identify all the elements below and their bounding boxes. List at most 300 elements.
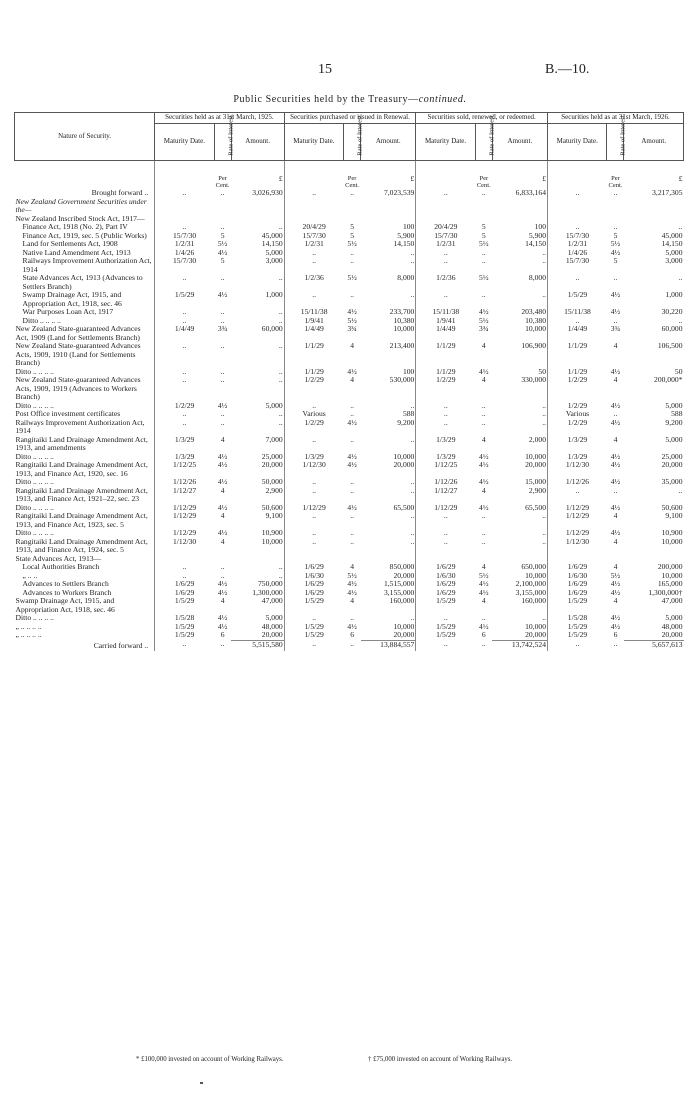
rate-cell: 5 (220, 256, 225, 266)
rate-cell: 4 (613, 536, 618, 546)
rate-cell: 4 (220, 511, 225, 521)
maturity-cell: 1/6/29 (284, 580, 343, 589)
amount-cell: .. (410, 613, 415, 623)
rate-cell: 4 (220, 434, 225, 444)
rate-header-text: Rate of Interest. (226, 113, 234, 156)
securities-table (14, 112, 684, 651)
rate-cell: 4 (481, 434, 486, 444)
maturity-cell: 1/12/29 (548, 512, 607, 529)
table-body (15, 160, 684, 640)
maturity-cell: 1/3/29 (416, 453, 475, 462)
rate-cell: 4½ (217, 587, 228, 597)
rate-cell: 4 (613, 562, 618, 572)
amount-cell: .. (410, 511, 415, 521)
security-name: „ .. .. (22, 570, 38, 580)
amount-cell: 10,000 (661, 570, 683, 580)
rate-header-text: Rate of Interest. (619, 113, 627, 156)
table-row (15, 436, 684, 453)
maturity-cell: .. (284, 487, 343, 504)
maturity-cell: 1/1/29 (416, 368, 475, 377)
percent-unit: Per Cent. (476, 174, 491, 190)
amount-cell: 45,000 (661, 230, 683, 240)
security-name: Finance Act, 1918 (No. 2), Part IV (22, 222, 128, 232)
amount-cell: .. (678, 222, 683, 232)
amount-cell: 5,000 (265, 613, 283, 623)
amount-cell: 14,150 (261, 239, 283, 249)
rate-cell: 3¾ (610, 324, 621, 334)
maturity-cell: .. (155, 223, 214, 232)
pound-unit: £ (678, 173, 683, 183)
rate-cell: 3¾ (347, 324, 357, 334)
maturity-cell: 1/5/29 (155, 623, 214, 632)
brought-forward-amount: 6,833,164 (515, 188, 547, 198)
rate-cell: 4 (220, 485, 225, 495)
amount-cell: 10,000 (393, 621, 415, 631)
maturity-header: Maturity Date. (548, 123, 607, 160)
maturity-cell: .. (416, 614, 475, 623)
amount-cell: 48,000 (261, 621, 283, 631)
maturity-cell: 1/2/31 (416, 240, 475, 249)
maturity-cell: 1/3/29 (548, 436, 607, 453)
maturity-cell: 1/3/29 (284, 453, 343, 462)
security-name: Ditto .. .. .. .. (15, 502, 54, 512)
amount-cell: 1,515,000 (383, 579, 415, 589)
rate-cell: 4½ (479, 587, 489, 597)
amount-cell: 100 (402, 222, 415, 232)
rate-cell: 6 (613, 630, 618, 640)
carried-forward-row: Carried forward .. .. .. 5,515,580 .. .. 13,884,557 .. .. 13,742,524 .. .. 5,657,613 (15, 640, 684, 651)
rate-cell: 5½ (479, 570, 489, 580)
amount-cell: 9,200 (665, 417, 683, 427)
rate-cell: .. (613, 222, 618, 232)
maturity-cell: 1/5/29 (155, 631, 214, 640)
rate-cell: 6 (481, 630, 486, 640)
maturity-cell: .. (155, 342, 214, 368)
rate-cell: .. (613, 485, 618, 495)
amount-cell: .. (542, 417, 547, 427)
rate-cell: .. (350, 511, 355, 521)
amount-cell (231, 215, 284, 224)
security-name: Finance Act, 1919, sec. 5 (Public Works) (22, 230, 147, 240)
amount-cell: 8,000 (528, 273, 547, 283)
maturity-cell: .. (155, 563, 214, 572)
page-header (0, 62, 700, 82)
rate-header (475, 113, 496, 160)
rate-cell: 4½ (610, 502, 621, 512)
maturity-cell: 1/6/30 (548, 572, 607, 581)
rate-cell: 4½ (610, 528, 621, 538)
table-row (15, 512, 684, 529)
maturity-cell: 15/7/30 (548, 257, 607, 274)
amount-cell: 200,000* (654, 375, 683, 385)
rate-cell: 6 (350, 630, 355, 640)
rate-header-text: Rate of Interest. (488, 113, 496, 156)
rate-cell: 4½ (610, 247, 621, 257)
amount-cell: .. (542, 613, 547, 623)
rate-cell: 5 (350, 230, 355, 240)
rate-cell: 4 (613, 375, 618, 385)
rate-cell: 4½ (347, 366, 357, 376)
group-header: Securities held as at 31st March, 1926. (548, 113, 684, 124)
amount-cell: .. (278, 562, 283, 572)
maturity-cell: 1/5/29 (416, 597, 475, 614)
rate-cell: 4½ (347, 502, 357, 512)
pound-unit: £ (410, 173, 415, 183)
amount-cell: .. (278, 341, 283, 351)
rate-cell: 5½ (217, 239, 228, 249)
amount-cell: .. (678, 315, 683, 325)
rate-cell: 5 (481, 230, 486, 240)
amount-cell: 1,000 (265, 290, 283, 300)
amount-cell: 9,200 (397, 417, 415, 427)
amount-cell: 30,220 (661, 307, 683, 317)
security-name: New Zealand Inscribed Stock Act, 1917— (15, 213, 145, 223)
rate-cell: 4 (350, 375, 355, 385)
amount-cell: 20,000 (261, 460, 283, 470)
maturity-header: Maturity Date. (416, 123, 475, 160)
security-name: Swamp Drainage Act, 1915, and Appropriation Act, 1918, sec. 46 (22, 290, 122, 308)
maturity-cell: 1/5/29 (548, 597, 607, 614)
rate-cell: 4 (613, 511, 618, 521)
rate-cell: 5½ (610, 239, 621, 249)
rate-cell: .. (481, 417, 486, 427)
amount-cell: .. (410, 536, 415, 546)
brought-forward-amount: 7,023,539 (383, 188, 415, 198)
table-row (15, 597, 684, 614)
table-row (15, 198, 684, 215)
maturity-cell: 1/5/29 (548, 623, 607, 632)
rate-cell: .. (350, 256, 355, 266)
amount-cell: 1,000 (665, 290, 683, 300)
amount-cell: 9,100 (265, 511, 283, 521)
amount-cell: .. (278, 307, 283, 317)
amount-cell: .. (410, 400, 415, 410)
table-row (15, 419, 684, 436)
maturity-cell: 1/6/29 (416, 563, 475, 572)
rate-cell: 4 (481, 341, 486, 351)
amount-cell: 7,000 (265, 434, 283, 444)
rate-cell: 5½ (347, 315, 357, 325)
maturity-cell: 1/6/29 (548, 563, 607, 572)
amount-cell: 20,000 (393, 570, 415, 580)
rate-header-text: Rate of Interest. (356, 113, 364, 156)
amount-cell: 9,100 (665, 511, 683, 521)
amount-cell: 106,900 (521, 341, 547, 351)
amount-cell: 100 (402, 366, 415, 376)
rate-cell: 4½ (610, 451, 621, 461)
rate-cell: 5 (613, 256, 618, 266)
rate-cell: .. (350, 477, 355, 487)
amount-cell: 10,000 (261, 536, 283, 546)
rate-cell (214, 198, 231, 215)
maturity-cell: 1/6/29 (416, 589, 475, 598)
amount-cell: 60,000 (661, 324, 683, 334)
rate-cell: 4½ (610, 460, 621, 470)
maturity-cell: 1/5/29 (155, 597, 214, 614)
amount-cell: 20,000 (393, 630, 415, 640)
rate-cell (344, 198, 361, 215)
amount-cell: 10,000 (525, 451, 547, 461)
security-name: New Zealand State-guaranteed Advances Act, 1909 (Land for Settlements Branch) (15, 324, 141, 342)
rate-cell (607, 198, 624, 215)
amount-cell: 3,000 (265, 256, 283, 266)
amount-cell: .. (278, 417, 283, 427)
amount-cell: 10,000 (393, 324, 415, 334)
amount-cell: 5,000 (265, 400, 283, 410)
rate-cell: .. (220, 315, 225, 325)
pound-unit: £ (278, 173, 283, 183)
carried-forward-amount: 5,657,613 (624, 640, 684, 651)
rate-cell: .. (350, 400, 355, 410)
rate-cell: 5½ (479, 239, 489, 249)
amount-cell: 50,600 (661, 502, 683, 512)
rate-cell: 4 (350, 596, 355, 606)
maturity-cell: 1/12/27 (416, 487, 475, 504)
rate-cell: 4½ (479, 460, 489, 470)
rate-cell: .. (481, 400, 486, 410)
amount-cell: .. (410, 477, 415, 487)
maturity-cell: 1/6/29 (548, 589, 607, 598)
rate-cell: 4½ (610, 579, 621, 589)
amount-cell: 10,900 (661, 528, 683, 538)
maturity-cell: 1/9/41 (416, 317, 475, 326)
rate-header (607, 113, 627, 160)
amount-header: Amount. (361, 123, 416, 160)
rate-cell: 4½ (479, 307, 489, 317)
amount-cell: .. (542, 528, 547, 538)
brought-forward-row: Brought forward .. .. .. 3,026,930 .. .. 7,023,539 .. .. 6,833,164 .. .. 3,217,305 (15, 189, 684, 198)
rate-cell: 4 (350, 562, 355, 572)
rate-cell: 6 (220, 630, 225, 640)
rate-cell: 4½ (217, 460, 228, 470)
rate-cell: 4½ (610, 621, 621, 631)
maturity-cell: 1/3/29 (155, 453, 214, 462)
maturity-cell: 20/4/29 (416, 223, 475, 232)
maturity-cell: 1/2/31 (284, 240, 343, 249)
maturity-cell: .. (416, 512, 475, 529)
percent-unit: Per Cent. (608, 174, 623, 190)
security-name: Rangitaiki Land Drainage Amendment Act, 1913, and amendments (15, 434, 148, 453)
security-name: Ditto .. .. .. .. (15, 528, 54, 538)
maturity-cell: 15/11/38 (284, 308, 343, 317)
percent-unit: Per Cent. (345, 174, 360, 190)
security-name: Ditto .. .. .. .. (15, 451, 54, 461)
security-name: Ditto .. .. .. .. (15, 400, 54, 410)
rate-cell: 4 (220, 596, 225, 606)
rate-cell: 4½ (479, 451, 489, 461)
carried-forward-amount: 5,515,580 (231, 640, 284, 651)
rate-cell: 4½ (610, 366, 621, 376)
rate-cell: 4½ (610, 587, 621, 597)
maturity-cell: 1/4/49 (548, 325, 607, 342)
rate-cell: 4½ (479, 621, 489, 631)
maturity-cell: 1/5/29 (284, 623, 343, 632)
maturity-cell: .. (284, 478, 343, 487)
maturity-cell: .. (155, 376, 214, 402)
amount-cell: 50 (538, 366, 547, 376)
rate-cell: 4½ (347, 460, 357, 470)
amount-cell (361, 198, 416, 215)
rate-cell: 5 (350, 222, 355, 232)
carried-forward-amount: 13,742,524 (492, 640, 547, 651)
maturity-cell: .. (155, 572, 214, 581)
rate-cell: .. (220, 562, 225, 572)
security-name: „ .. .. .. .. (15, 621, 42, 631)
amount-cell: 50,000 (261, 477, 283, 487)
nature-header: Nature of Security. (15, 113, 155, 161)
rate-cell: 5 (220, 230, 225, 240)
maturity-cell: .. (155, 419, 214, 436)
maturity-cell (548, 198, 607, 215)
maturity-cell: 1/12/26 (155, 478, 214, 487)
rate-cell: 4½ (217, 579, 228, 589)
maturity-cell: 1/4/49 (416, 325, 475, 342)
rate-cell: .. (481, 613, 486, 623)
maturity-cell: 1/2/29 (155, 402, 214, 411)
amount-cell: 15,000 (525, 477, 547, 487)
maturity-cell: .. (284, 291, 343, 308)
amount-cell: .. (278, 570, 283, 580)
maturity-cell: 1/5/29 (548, 631, 607, 640)
rate-cell: .. (350, 290, 355, 300)
rate-cell: 4½ (479, 502, 489, 512)
maturity-cell: .. (548, 487, 607, 504)
amount-cell: 100 (534, 222, 547, 232)
amount-cell: .. (542, 511, 547, 521)
maturity-cell: 15/7/30 (416, 232, 475, 241)
amount-cell: 50 (674, 366, 683, 376)
security-name: Railways Improvement Authorization Act, 1914 (15, 417, 145, 436)
maturity-cell: 1/2/31 (548, 240, 607, 249)
group-header: Securities sold, renewed, or redeemed. (416, 113, 548, 124)
amount-header: Amount. (624, 123, 684, 160)
rate-cell: 4½ (610, 613, 621, 623)
maturity-cell: Various (284, 410, 343, 419)
amount-cell: 1,300,000 (252, 587, 283, 597)
amount-cell: 20,000 (525, 630, 547, 640)
maturity-cell: 1/12/29 (284, 504, 343, 513)
maturity-cell: .. (548, 223, 607, 232)
rate-cell: 4½ (479, 579, 489, 589)
rate-cell: 4 (481, 562, 486, 572)
rate-cell: 4½ (610, 290, 621, 300)
amount-cell: .. (542, 409, 547, 419)
security-name: Local Authorities Branch (22, 562, 100, 572)
maturity-cell: 1/1/29 (284, 368, 343, 377)
amount-cell: 47,000 (261, 596, 283, 606)
amount-cell (231, 198, 284, 215)
rate-cell: 4½ (610, 307, 621, 317)
maturity-header: Maturity Date. (284, 123, 343, 160)
amount-cell: 160,000 (521, 596, 547, 606)
maturity-cell: 1/1/29 (416, 342, 475, 368)
amount-cell: 3,155,000 (383, 587, 415, 597)
amount-cell: .. (278, 409, 283, 419)
maturity-cell: 1/12/30 (284, 461, 343, 478)
maturity-cell: 1/2/29 (548, 419, 607, 436)
maturity-cell: .. (416, 291, 475, 308)
maturity-cell: .. (155, 274, 214, 291)
table-row (15, 631, 684, 640)
amount-cell: 20,000 (661, 460, 683, 470)
document-reference: B.—10. (545, 62, 590, 77)
maturity-cell: .. (284, 512, 343, 529)
rate-cell: 4 (481, 485, 486, 495)
amount-cell: 5,000 (665, 247, 683, 257)
maturity-cell: 1/1/29 (548, 342, 607, 368)
maturity-cell: 1/6/29 (416, 580, 475, 589)
rate-header (344, 113, 364, 160)
maturity-cell: 1/12/29 (548, 504, 607, 513)
amount-cell: 47,000 (661, 596, 683, 606)
security-name: State Advances Act, 1913 (Advances to Settlers Branch) (22, 273, 143, 291)
maturity-cell: 1/4/26 (548, 249, 607, 258)
amount-cell (231, 555, 284, 564)
maturity-cell: .. (416, 538, 475, 555)
maturity-cell: 1/2/31 (155, 240, 214, 249)
security-name: Rangitaiki Land Drainage Amendment Act, 1913, and Finance Act, 1920, sec. 16 (15, 460, 148, 478)
rate-cell: 4½ (217, 400, 228, 410)
amount-cell: 203,480 (521, 307, 547, 317)
maturity-cell: .. (155, 368, 214, 377)
maturity-cell: .. (416, 249, 475, 258)
maturity-cell: .. (548, 274, 607, 291)
title-main: Public Securities held by the Treasury— (233, 94, 419, 105)
maturity-cell: 1/12/30 (548, 538, 607, 555)
rate-cell: .. (350, 434, 355, 444)
amount-cell: 5,000 (665, 400, 683, 410)
maturity-cell: 1/12/26 (416, 478, 475, 487)
maturity-cell: 1/6/29 (284, 589, 343, 598)
amount-cell: 35,000 (661, 477, 683, 487)
page-number: 15 (318, 62, 332, 77)
rate-cell: .. (350, 485, 355, 495)
rate-cell: 4½ (217, 247, 228, 257)
amount-cell: 65,500 (525, 502, 547, 512)
rate-cell: 4½ (347, 621, 357, 631)
rate-cell: 3¾ (217, 324, 228, 334)
amount-cell: 200,000 (657, 562, 683, 572)
amount-cell: 10,900 (261, 528, 283, 538)
rate-cell: .. (220, 417, 225, 427)
security-name: Swamp Drainage Act, 1915, and Appropriation Act, 1918, sec. 46 (15, 596, 115, 614)
maturity-cell: .. (284, 402, 343, 411)
rate-cell: .. (613, 409, 618, 419)
security-name: State Advances Act, 1913— (15, 553, 102, 563)
rate-cell: 4½ (217, 451, 228, 461)
maturity-cell: 1/5/29 (155, 291, 214, 308)
maturity-cell: 15/7/30 (155, 257, 214, 274)
maturity-cell: 1/12/30 (155, 538, 214, 555)
maturity-cell: 1/2/29 (284, 376, 343, 402)
maturity-cell: .. (155, 308, 214, 317)
amount-cell: 106,500 (657, 341, 683, 351)
maturity-cell: 1/12/29 (155, 529, 214, 538)
amount-cell: 20,000 (261, 630, 283, 640)
amount-cell: 850,000 (389, 562, 415, 572)
maturity-cell: 1/4/49 (284, 325, 343, 342)
maturity-cell: 15/7/30 (284, 232, 343, 241)
table-row (15, 461, 684, 478)
security-name: Post Office investment certificates (15, 409, 121, 419)
amount-cell: 5,000 (665, 613, 683, 623)
rate-cell: .. (220, 409, 225, 419)
security-name: Rangitaiki Land Drainage Amendment Act, 1913, and Finance Act, 1924, sec. 5 (15, 536, 148, 555)
rate-cell: .. (350, 613, 355, 623)
amount-cell: 2,900 (528, 485, 547, 495)
table-row (15, 291, 684, 308)
rate-cell: 5½ (479, 273, 489, 283)
